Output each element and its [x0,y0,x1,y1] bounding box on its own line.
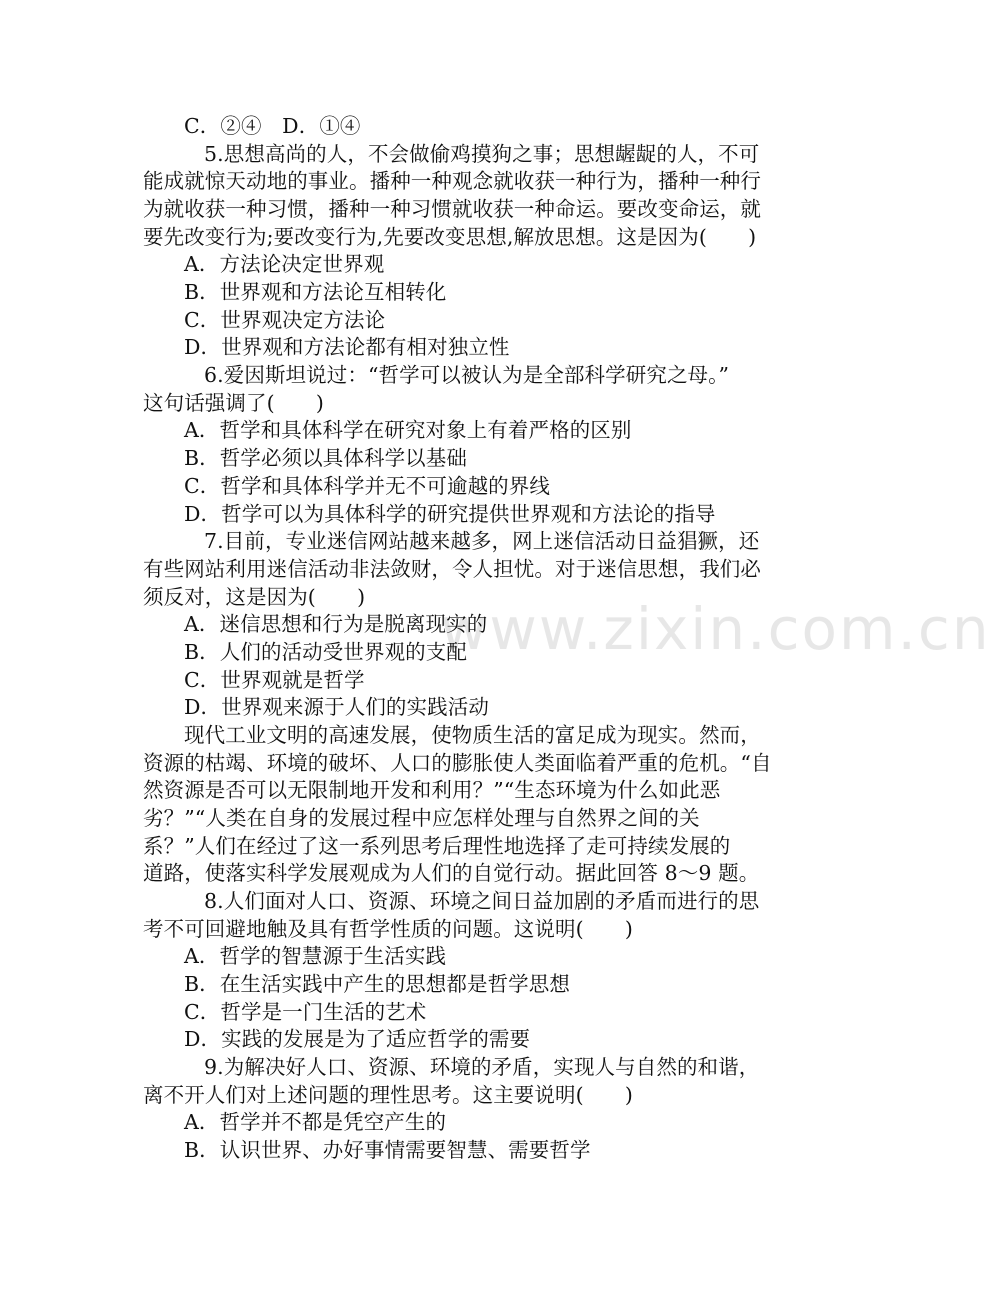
text-line: 7.目前，专业迷信网站越来越多，网上迷信活动日益猖獗，还 [204,529,760,554]
text-line: C．②④ D．①④ [184,114,361,138]
text-line: D．世界观和方法论都有相对独立性 [184,335,510,360]
text-line: C．哲学是一门生活的艺术 [184,999,427,1024]
text-line: A．迷信思想和行为是脱离现实的 [184,612,488,637]
text-line: A．哲学并不都是凭空产生的 [184,1110,447,1135]
text-line: 资源的枯竭、环境的破坏、人口的膨胀使人类面临着严重的危机。“自 [143,750,772,775]
text-line: B．人们的活动受世界观的支配 [184,639,467,664]
text-line: C．世界观决定方法论 [184,307,386,332]
text-line: 6.爱因斯坦说过：“哲学可以被认为是全部科学研究之母。” [204,363,730,388]
text-line: A．哲学和具体科学在研究对象上有着严格的区别 [184,418,632,443]
text-line: D．哲学可以为具体科学的研究提供世界观和方法论的指导 [184,501,716,526]
text-line: 然资源是否可以无限制地开发和利用？”“生态环境为什么如此恶 [143,778,721,803]
text-line: D．世界观来源于人们的实践活动 [184,695,489,720]
text-line: 现代工业文明的高速发展，使物质生活的富足成为现实。然而， [184,722,761,747]
text-line: B．世界观和方法论互相转化 [184,280,447,305]
text-line: 要先改变行为;要改变行为,先要改变思想,解放思想。这是因为( ) [143,224,757,249]
text-line: 为就收获一种习惯，播种一种习惯就收获一种命运。要改变命运，就 [143,197,761,222]
text-line: 能成就惊天动地的事业。播种一种观念就收获一种行为，播种一种行 [143,169,761,194]
text-line: 9.为解决好人口、资源、环境的矛盾，实现人与自然的和谐， [204,1055,760,1080]
text-line: C．世界观就是哲学 [184,667,365,692]
text-line: 道路，使落实科学发展观成为人们的自觉行动。据此回答 8～9 题。 [143,861,760,886]
text-line: C．哲学和具体科学并无不可逾越的界线 [184,473,550,498]
text-line: B．认识世界、办好事情需要智慧、需要哲学 [184,1138,591,1163]
text-line: 须反对，这是因为( ) [143,584,366,609]
text-line: 系？”人们在经过了这一系列思考后理性地选择了走可持续发展的 [143,833,731,858]
text-line: 考不可回避地触及具有哲学性质的问题。这说明( ) [143,916,633,941]
text-line: 5.思想高尚的人，不会做偷鸡摸狗之事；思想龌龊的人，不可 [204,141,760,166]
text-line: 劣？”“人类在自身的发展过程中应怎样处理与自然界之间的关 [143,806,700,830]
watermark: www.zixin.com.cn [440,595,991,663]
text-line: 8.人们面对人口、资源、环境之间日益加剧的矛盾而进行的思 [204,889,760,914]
text-line: 离不开人们对上述问题的理性思考。这主要说明( ) [143,1082,633,1107]
text-line: D．实践的发展是为了适应哲学的需要 [184,1027,531,1052]
text-line: 这句话强调了( ) [143,390,324,415]
text-line: A．哲学的智慧源于生活实践 [184,944,447,969]
text-line: 有些网站利用迷信活动非法敛财，令人担忧。对于迷信思想，我们必 [143,556,761,581]
text-line: B．在生活实践中产生的思想都是哲学思想 [184,972,570,997]
text-line: A．方法论决定世界观 [184,252,385,277]
text-line: B．哲学必须以具体科学以基础 [184,446,467,471]
